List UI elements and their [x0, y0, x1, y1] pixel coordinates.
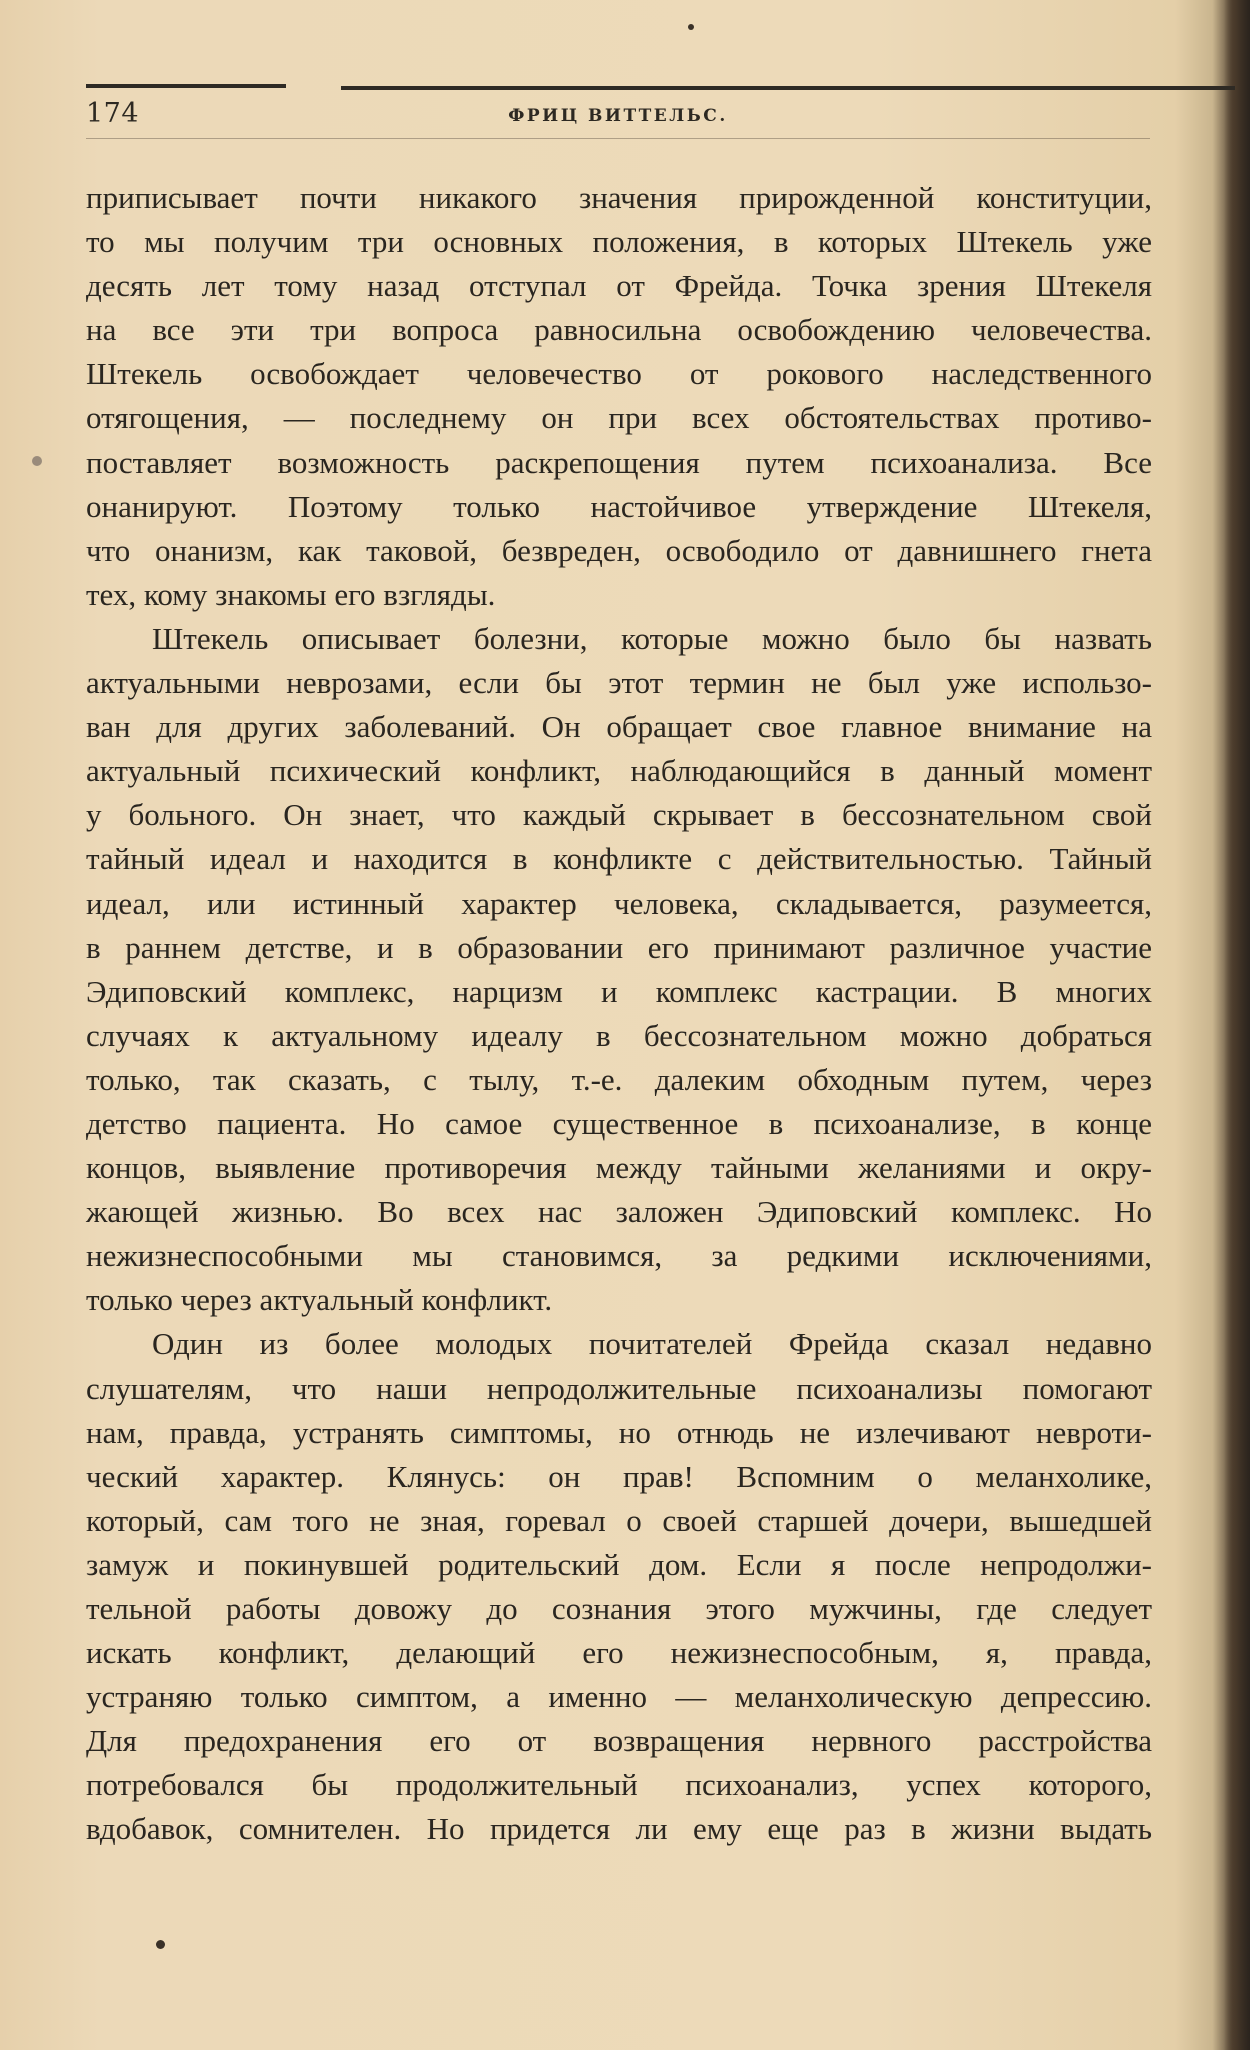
text-line: вдобавок, сомнителен. Но придется ли ему еще раз в жизни выдать [86, 1811, 1152, 1847]
text-line: Один из более молодых почитателей Фрейда сказал недавно [152, 1326, 1152, 1362]
text-line: ван для других заболеваний. Он обращает свое главное внимание на [86, 709, 1152, 745]
text-line: устраняю только симптом, а именно — меланхолическую депрессию. [86, 1679, 1152, 1715]
text-line: тех, кому знакомы его взгляды. [86, 576, 496, 612]
text-line: идеал, или истинный характер человека, складывается, разумеется, [86, 885, 1152, 921]
page-header [86, 84, 1150, 144]
page-edge-shadow [1224, 0, 1250, 2050]
text-line: нежизнеспособными мы становимся, за редкими исключениями, [86, 1238, 1152, 1274]
text-line: случаях к актуальному идеалу в бессознательном можно добраться [86, 1017, 1152, 1053]
text-line: только через актуальный конфликт. [86, 1282, 553, 1318]
text-line: искать конфликт, делающий его нежизнеспособным, я, правда, [86, 1635, 1152, 1671]
text-line: только, так сказать, с тылу, т.-е. далеким обходным путем, через [86, 1061, 1152, 1097]
text-line: онанируют. Поэтому только настойчивое утверждение Штекеля, [86, 488, 1152, 524]
text-line: приписывает почти никакого значения прирожденной конституции, [86, 180, 1152, 215]
header-rule-left [86, 84, 286, 88]
ink-speck [688, 24, 694, 30]
text-line: детство пациента. Но самое существенное в психоанализе, в конце [86, 1105, 1152, 1141]
header-rule-right [341, 86, 1235, 90]
text-line: замуж и покинувшей родительский дом. Если я после непродолжи- [86, 1546, 1152, 1582]
text-line: актуальный психический конфликт, наблюдающийся в данный момент [86, 753, 1152, 789]
text-line: что онанизм, как таковой, безвреден, освободило от давнишнего гнета [86, 532, 1152, 568]
text-line: нам, правда, устранять симптомы, но отнюдь не излечивают невроти- [86, 1414, 1152, 1450]
text-line: в раннем детстве, и в образовании его принимают различное участие [86, 929, 1152, 965]
text-line: тайный идеал и находится в конфликте с действительностью. Тайный [86, 841, 1152, 877]
text-line: жающей жизнью. Во всех нас заложен Эдиповский комплекс. Но [86, 1194, 1152, 1230]
text-line: актуальными неврозами, если бы этот термин не был уже использо- [86, 665, 1152, 701]
ink-speck [32, 456, 42, 466]
running-title: ФРИЦ ВИТТЕЛЬС. [508, 106, 728, 126]
paragraph-3 [86, 1322, 1152, 1851]
text-line: поставляет возможность раскрепощения путем психоанализа. Все [86, 444, 1152, 480]
body-text [86, 176, 1152, 1852]
text-line: десять лет тому назад отступал от Фрейда. Точка зрения Штекеля [86, 268, 1152, 304]
paragraph-1 [86, 176, 1152, 617]
text-line: который, сам того не зная, горевал о своей старшей дочери, вышедшей [86, 1502, 1152, 1538]
text-line: отягощения, — последнему он при всех обстоятельствах противо- [86, 400, 1152, 436]
text-line: Для предохранения его от возвращения нервного расстройства [86, 1723, 1152, 1759]
text-line: потребовался бы продолжительный психоанализ, успех которого, [86, 1767, 1152, 1803]
text-line: на все эти три вопроса равносильна освобождению человечества. [86, 312, 1152, 348]
page-number: 174 [86, 98, 140, 129]
text-line: Штекель освобождает человечество от рокового наследственного [86, 356, 1152, 392]
text-line: тельной работы довожу до сознания этого мужчины, где следует [86, 1591, 1152, 1626]
text-line: концов, выявление противоречия между тайными желаниями и окру- [86, 1150, 1152, 1186]
text-line: у больного. Он знает, что каждый скрывает в бессознательном свой [86, 797, 1152, 833]
ink-speck [156, 1940, 165, 1949]
text-line: Штекель описывает болезни, которые можно было бы назвать [152, 620, 1152, 656]
text-line: слушателям, что наши непродолжительные психоанализы помогают [86, 1370, 1152, 1406]
text-line: ческий характер. Клянусь: он прав! Вспомним о меланхолике, [86, 1458, 1152, 1494]
text-line: Эдиповский комплекс, нарцизм и комплекс кастрации. В многих [86, 973, 1152, 1009]
paragraph-2 [86, 617, 1152, 1323]
header-rule-thin [86, 138, 1150, 139]
text-line: то мы получим три основных положения, в которых Штекель уже [86, 224, 1152, 260]
